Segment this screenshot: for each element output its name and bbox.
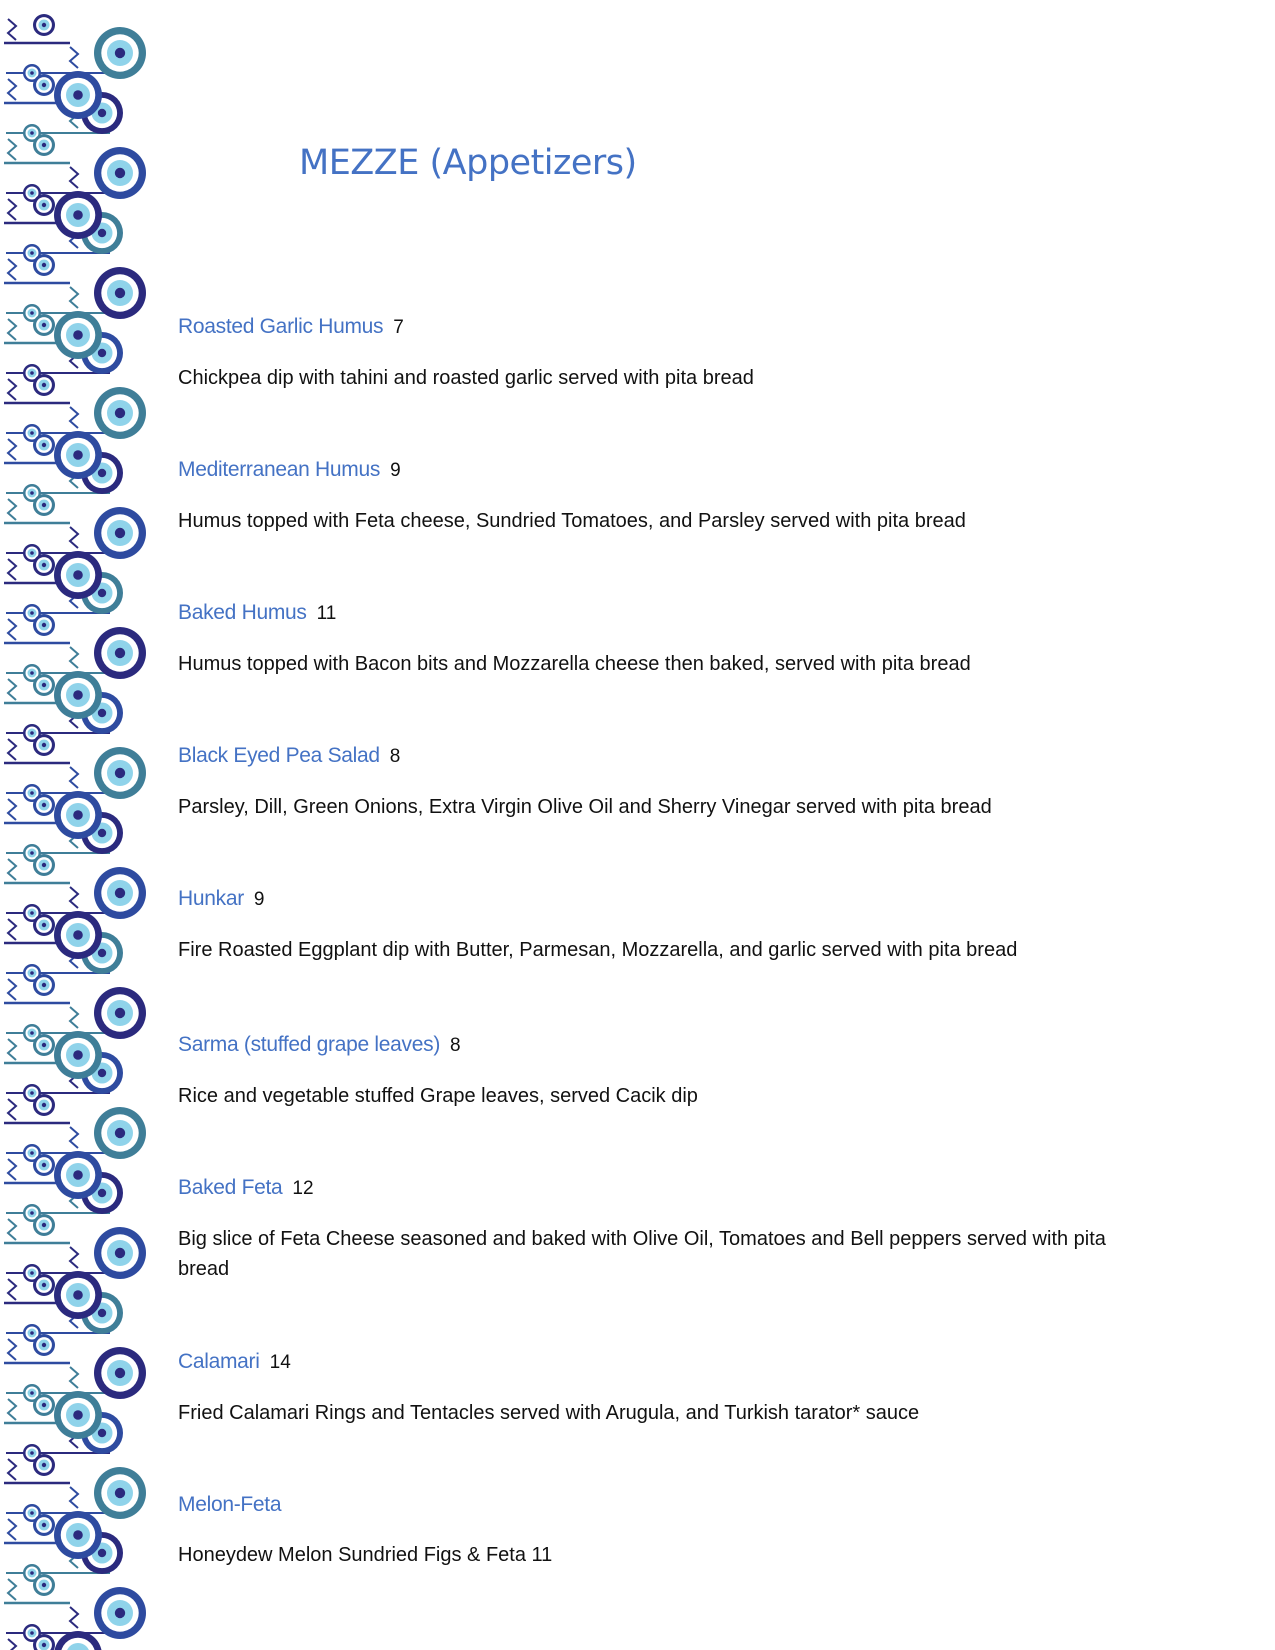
item-price: 9 [390,460,401,481]
swirl-ornament [70,1487,78,1508]
evil-eye-icon [94,747,146,799]
swirl-ornament [8,1279,16,1300]
swirl-ornament [70,1367,78,1388]
swirl-ornament [8,1219,16,1240]
swirl-ornament [8,919,16,940]
menu-item [178,1175,1138,1284]
item-name: Mediterranean Humus [178,458,381,481]
evil-eye-border-decoration [0,0,160,1650]
evil-eye-icon [54,1031,102,1079]
evil-eye-icon [54,1151,102,1199]
evil-eye-icon [94,1467,146,1519]
item-price: 9 [253,889,265,910]
swirl-ornament [8,199,16,220]
item-name: Melon-Feta [178,1493,282,1516]
swirl-ornament [8,619,16,640]
item-description: Fire Roasted Eggplant dip with Butter, Parmesan, Mozzarella, and garlic served with pita bread [178,939,1018,961]
menu-item-heading [178,1349,1138,1376]
menu-item-heading [178,743,1138,770]
swirl-ornament [8,499,16,520]
swirl-ornament [8,1639,16,1650]
evil-eye-icon [54,671,102,719]
menu-item [178,886,1138,965]
item-name: Baked Humus [178,601,307,624]
evil-eye-icon [33,1214,55,1236]
evil-eye-icon [33,1094,55,1116]
swirl-ornament [70,167,78,188]
evil-eye-icon [94,1107,146,1159]
item-name: Sarma (stuffed grape leaves) [178,1033,441,1056]
item-name: Black Eyed Pea Salad [178,744,380,767]
menu-item [178,1492,1138,1570]
evil-eye-icon [33,674,55,696]
evil-eye-icon [33,1334,55,1356]
item-description: Rice and vegetable stuffed Grape leaves, served Cacik dip [178,1085,698,1107]
evil-eye-icon [54,311,102,359]
evil-eye-icon [33,134,55,156]
menu-item-heading [178,314,1138,341]
swirl-ornament [70,47,78,68]
item-price: 12 [292,1178,314,1199]
evil-eye-icon [54,1391,102,1439]
menu-item [178,1032,1138,1111]
menu-item [178,600,1138,679]
evil-eye-icon [94,1227,146,1279]
evil-eye-icon [54,71,102,119]
evil-eye-icon [33,974,55,996]
swirl-ornament [8,1039,16,1060]
evil-eye-icon [94,507,146,559]
evil-eye-icon [33,1394,55,1416]
swirl-ornament [8,1519,16,1540]
swirl-ornament [8,859,16,880]
item-description: Parsley, Dill, Green Onions, Extra Virgin Olive Oil and Sherry Vinegar served with pita bread [178,796,992,818]
swirl-ornament [8,1159,16,1180]
evil-eye-icon [54,191,102,239]
swirl-ornament [70,287,78,308]
item-name: Calamari [178,1350,260,1373]
evil-eye-icon [94,387,146,439]
swirl-ornament [8,559,16,580]
evil-eye-icon [54,431,102,479]
swirl-ornament [8,1399,16,1420]
evil-eye-icon [33,1154,55,1176]
swirl-ornament [8,1579,16,1600]
evil-eye-icon [33,374,55,396]
evil-eye-icon [33,494,55,516]
menu-item-heading [178,1032,1138,1059]
item-price: 7 [393,317,404,338]
evil-eye-icon [33,1514,55,1536]
swirl-ornament [70,1247,78,1268]
swirl-ornament [8,439,16,460]
page-title: MEZZE (Appetizers) [299,143,637,183]
evil-eye-icon [33,1454,55,1476]
evil-eye-icon [94,1587,146,1639]
evil-eye-icon [33,914,55,936]
item-name: Roasted Garlic Humus [178,315,384,338]
swirl-ornament [8,139,16,160]
evil-eye-icon [33,74,55,96]
evil-eye-icon [33,794,55,816]
item-name: Baked Feta [178,1176,283,1199]
evil-eye-icon [94,147,146,199]
menu-item [178,457,1138,536]
evil-eye-icon [94,1347,146,1399]
evil-eye-icon [54,911,102,959]
evil-eye-icon [54,791,102,839]
item-description: Fried Calamari Rings and Tentacles served with Arugula, and Turkish tarator* sauce [178,1402,920,1424]
menu-item-heading [178,600,1138,627]
evil-eye-icon [33,1274,55,1296]
swirl-ornament [8,379,16,400]
evil-eye-icon [33,1574,55,1596]
item-description: Big slice of Feta Cheese seasoned and baked with Olive Oil, Tomatoes and Bell peppers served with pita bread [178,1228,1106,1280]
evil-eye-icon [54,551,102,599]
swirl-ornament [8,979,16,1000]
swirl-ornament [8,1459,16,1480]
evil-eye-icon [33,554,55,576]
item-description: Chickpea dip with tahini and roasted garlic served with pita bread [178,367,754,389]
evil-eye-icon [33,1034,55,1056]
evil-eye-icon [94,867,146,919]
menu-item-heading [178,1492,1138,1518]
item-description: Humus topped with Feta cheese, Sundried Tomatoes, and Parsley served with pita bread [178,510,966,532]
evil-eye-icon [94,267,146,319]
menu-item [178,1349,1138,1428]
menu-item [178,743,1138,822]
evil-eye-icon [33,434,55,456]
evil-eye-icon [94,987,146,1039]
evil-eye-icon [33,614,55,636]
swirl-ornament [70,1007,78,1028]
swirl-ornament [70,647,78,668]
swirl-ornament [70,527,78,548]
item-price: 14 [269,1352,291,1373]
evil-eye-icon [54,1271,102,1319]
item-price: 11 [316,603,337,624]
item-price: 8 [450,1035,461,1056]
swirl-ornament [70,1127,78,1148]
swirl-ornament [8,79,16,100]
item-description: Humus topped with Bacon bits and Mozzarella cheese then baked, served with pita bread [178,653,971,675]
item-description: Honeydew Melon Sundried Figs & Feta 11 [178,1544,553,1566]
swirl-ornament [70,887,78,908]
item-price: 8 [389,746,401,767]
evil-eye-icon [54,1511,102,1559]
evil-eye-icon [33,734,55,756]
menu-item [178,314,1138,393]
swirl-ornament [70,767,78,788]
menu-item-heading [178,886,1138,913]
evil-eye-icon [94,27,146,79]
evil-eye-icon [33,314,55,336]
evil-eye-icon [33,854,55,876]
menu-item-heading [178,1175,1138,1202]
swirl-ornament [8,259,16,280]
swirl-ornament [8,1339,16,1360]
evil-eye-icon [33,14,55,36]
swirl-ornament [70,407,78,428]
menu-item-heading [178,457,1138,484]
swirl-ornament [8,679,16,700]
swirl-ornament [8,1099,16,1120]
evil-eye-icon [33,254,55,276]
swirl-ornament [8,739,16,760]
swirl-ornament [8,799,16,820]
swirl-ornament [8,19,16,40]
swirl-ornament [8,319,16,340]
evil-eye-icon [94,627,146,679]
swirl-ornament [70,1607,78,1628]
evil-eye-icon [33,194,55,216]
item-name: Hunkar [178,887,244,910]
